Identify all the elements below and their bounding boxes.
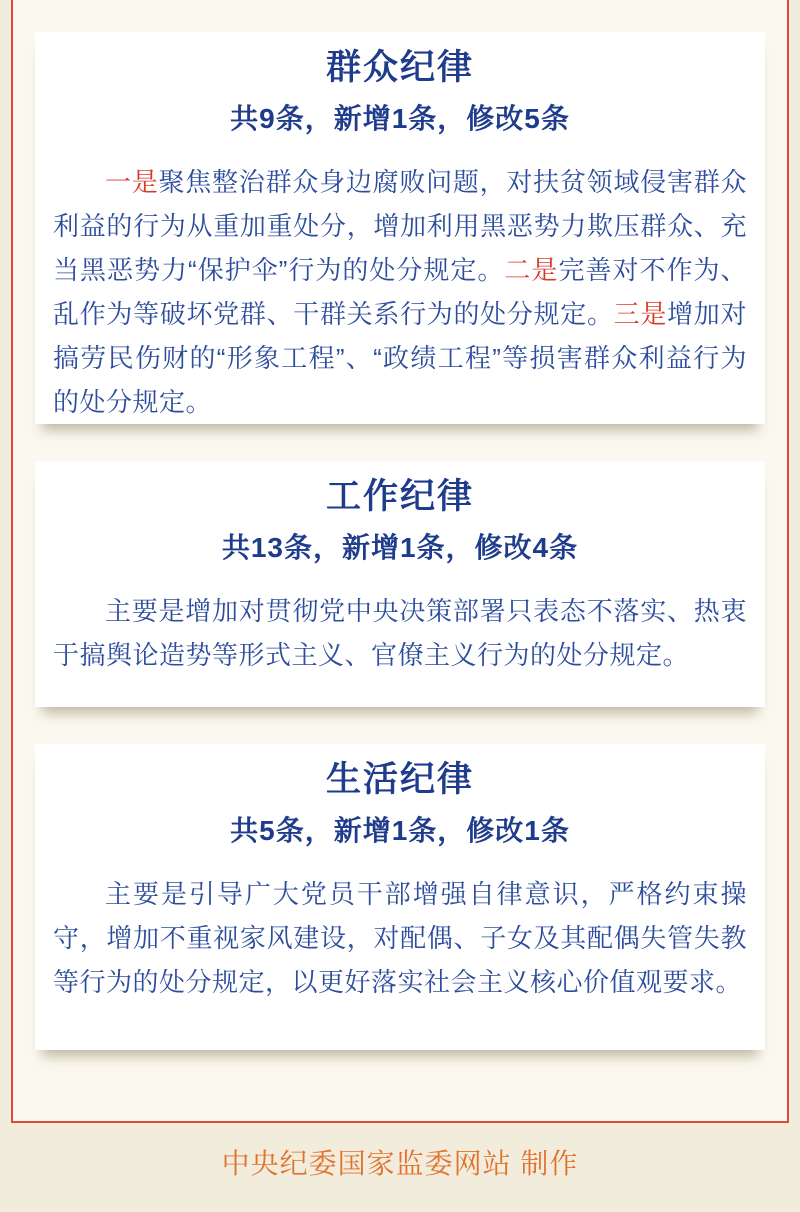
card-body: 主要是引导广大党员干部增强自律意识，严格约束操守，增加不重视家风建设，对配偶、子女及其配偶失管失教等行为的处分规定，以更好落实社会主义核心价值观要求。 — [53, 879, 747, 997]
card-body: 一是聚焦整治群众身边腐败问题，对扶贫领域侵害群众利益的行为从重加重处分，增加利用黑恶势力欺压群众、充当黑恶势力“保护伞”行为的处分规定。二是完善对不作为、乱作为等破坏党群、干群关系行为的处分规定。三是增加对搞劳民伤财的“形象工程”、“政绩工程”等损害群众利益行为的处分规定。 — [53, 167, 747, 417]
discipline-card-work — [35, 461, 765, 707]
card-body: 主要是增加对贯彻党中央决策部署只表态不落实、热衷于搞舆论造势等形式主义、官僚主义行为的处分规定。 — [53, 596, 747, 670]
card-subtitle: 共5条，新增1条，修改1条 — [230, 815, 570, 846]
card-list — [35, 32, 765, 1087]
discipline-card-mass — [35, 32, 765, 424]
card-title: 群众纪律 — [325, 48, 474, 87]
discipline-card-life — [35, 744, 765, 1050]
card-title: 生活纪律 — [325, 760, 474, 799]
footer-credit: 中央纪委国家监委网站 制作 — [221, 1148, 579, 1179]
card-title: 工作纪律 — [325, 477, 474, 516]
card-subtitle: 共13条，新增1条，修改4条 — [221, 532, 579, 563]
card-subtitle: 共9条，新增1条，修改5条 — [230, 103, 570, 134]
